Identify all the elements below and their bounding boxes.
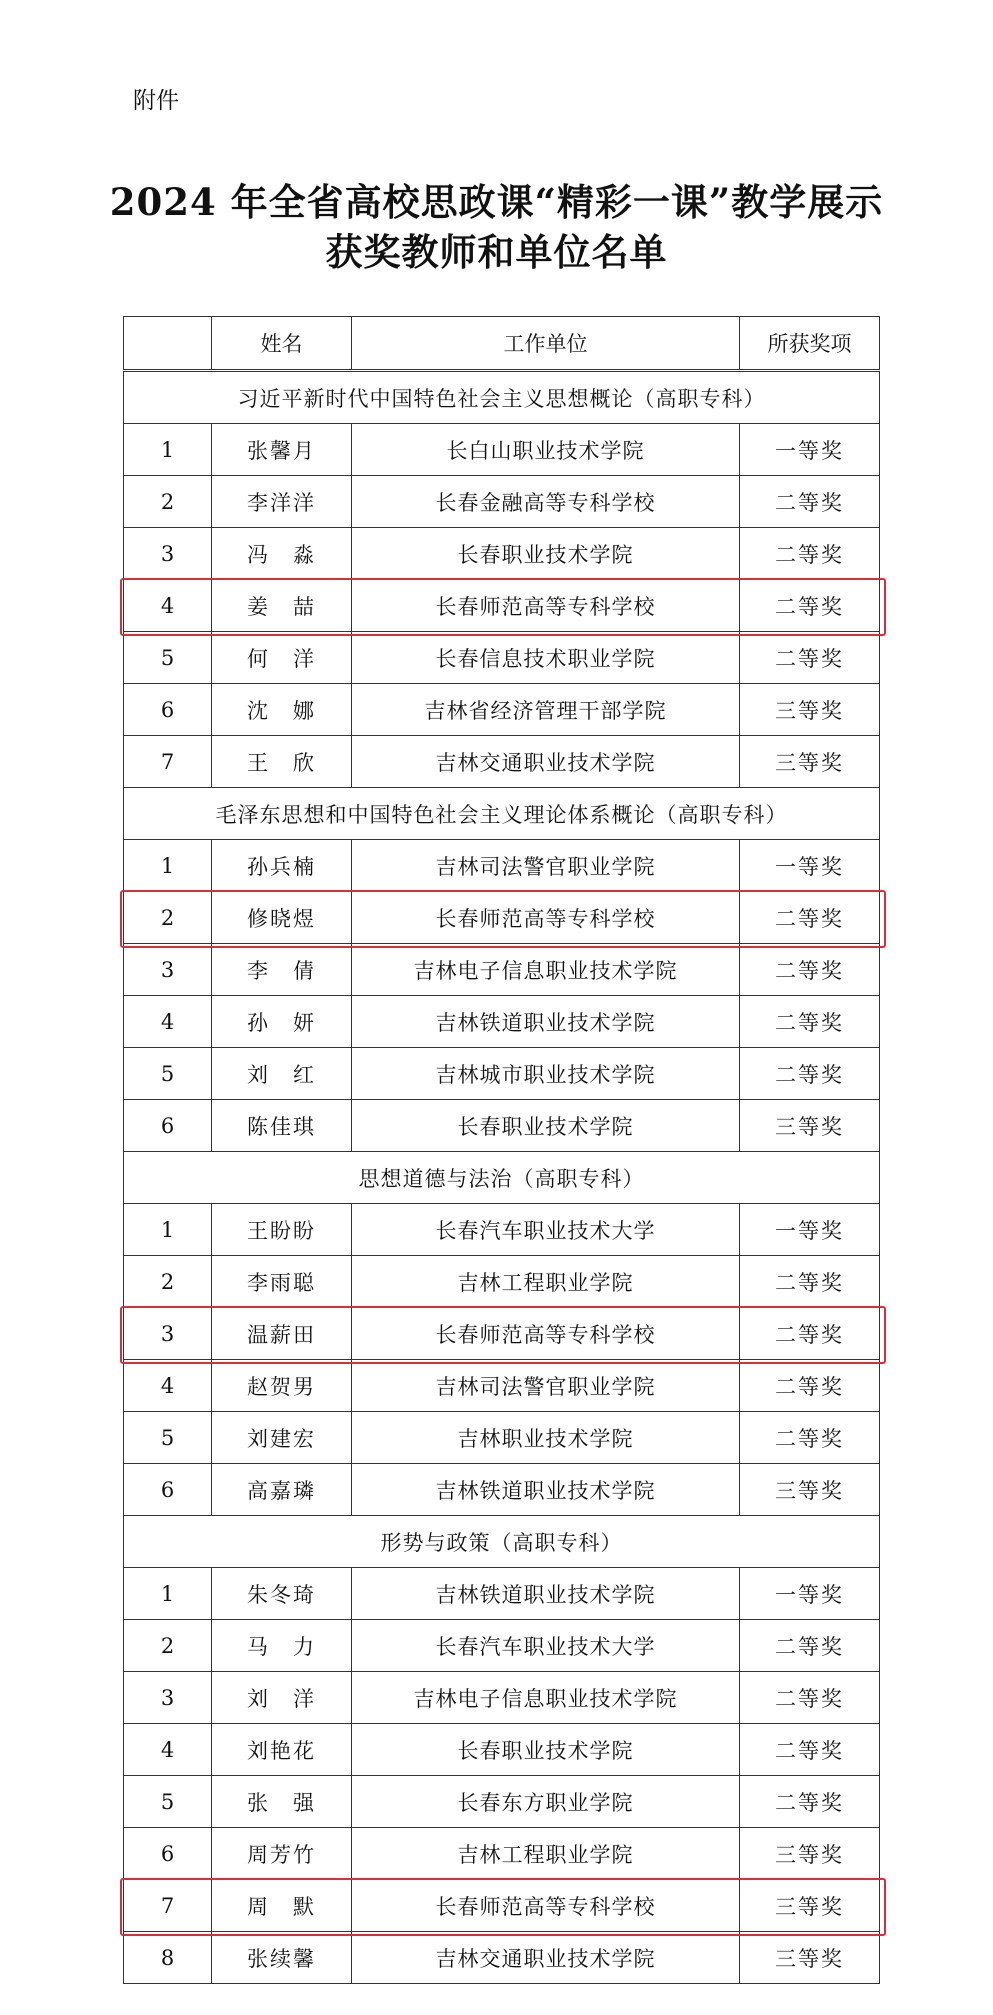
- table-row: [124, 1204, 880, 1256]
- teacher-name: 冯 淼: [212, 528, 352, 580]
- row-number: 7: [124, 736, 212, 788]
- award-table: [123, 316, 880, 1984]
- table-header-row: [124, 317, 880, 371]
- row-number: 6: [124, 684, 212, 736]
- award-level: 二等奖: [740, 1256, 880, 1308]
- table-row: [124, 944, 880, 996]
- work-unit: 长春汽车职业技术大学: [352, 1620, 740, 1672]
- row-number: 6: [124, 1100, 212, 1152]
- work-unit: 长春职业技术学院: [352, 1100, 740, 1152]
- award-level: 二等奖: [740, 996, 880, 1048]
- teacher-name: 刘 洋: [212, 1672, 352, 1724]
- teacher-name: 何 洋: [212, 632, 352, 684]
- award-level: 三等奖: [740, 1880, 880, 1932]
- work-unit: 长春金融高等专科学校: [352, 476, 740, 528]
- award-level: 三等奖: [740, 1828, 880, 1880]
- row-number: 5: [124, 1048, 212, 1100]
- category-row: [124, 1152, 880, 1204]
- award-level: 二等奖: [740, 476, 880, 528]
- teacher-name: 高嘉璘: [212, 1464, 352, 1516]
- row-number: 3: [124, 1308, 212, 1360]
- work-unit: 吉林铁道职业技术学院: [352, 1568, 740, 1620]
- page-title-line-1: 2024 年全省高校思政课“精彩一课”教学展示: [109, 180, 884, 224]
- row-number: 3: [124, 944, 212, 996]
- category-row: [124, 1516, 880, 1568]
- work-unit: 吉林司法警官职业学院: [352, 840, 740, 892]
- teacher-name: 张续馨: [212, 1932, 352, 1984]
- award-level: 二等奖: [740, 632, 880, 684]
- row-number: 8: [124, 1932, 212, 1984]
- award-level: 一等奖: [740, 1204, 880, 1256]
- teacher-name: 孙 妍: [212, 996, 352, 1048]
- table-row: [124, 1724, 880, 1776]
- work-unit: 长春汽车职业技术大学: [352, 1204, 740, 1256]
- table-row-highlighted: [124, 892, 880, 944]
- work-unit: 长春职业技术学院: [352, 528, 740, 580]
- category-row: [124, 371, 880, 424]
- teacher-name: 周 默: [212, 1880, 352, 1932]
- work-unit: 吉林城市职业技术学院: [352, 1048, 740, 1100]
- table-row: [124, 1100, 880, 1152]
- work-unit: 长白山职业技术学院: [352, 424, 740, 476]
- table-row: [124, 1464, 880, 1516]
- award-level: 二等奖: [740, 944, 880, 996]
- row-number: 5: [124, 632, 212, 684]
- award-level: 二等奖: [740, 528, 880, 580]
- row-number: 4: [124, 1724, 212, 1776]
- table-row: [124, 736, 880, 788]
- work-unit: 吉林省经济管理干部学院: [352, 684, 740, 736]
- category-title: 形势与政策（高职专科）: [124, 1516, 880, 1568]
- table-row: [124, 528, 880, 580]
- row-number: 6: [124, 1828, 212, 1880]
- teacher-name: 修晓煜: [212, 892, 352, 944]
- work-unit: 吉林交通职业技术学院: [352, 1932, 740, 1984]
- teacher-name: 姜 喆: [212, 580, 352, 632]
- award-level: 二等奖: [740, 892, 880, 944]
- award-level: 三等奖: [740, 1932, 880, 1984]
- category-title: 思想道德与法治（高职专科）: [124, 1152, 880, 1204]
- award-level: 二等奖: [740, 1412, 880, 1464]
- teacher-name: 李雨聪: [212, 1256, 352, 1308]
- header-number: [124, 317, 212, 371]
- award-level: 二等奖: [740, 1360, 880, 1412]
- header-award: 所获奖项: [740, 317, 880, 371]
- table-row: [124, 424, 880, 476]
- table-row: [124, 476, 880, 528]
- teacher-name: 孙兵楠: [212, 840, 352, 892]
- award-level: 一等奖: [740, 1568, 880, 1620]
- row-number: 4: [124, 580, 212, 632]
- row-number: 1: [124, 840, 212, 892]
- teacher-name: 王 欣: [212, 736, 352, 788]
- row-number: 5: [124, 1776, 212, 1828]
- category-row: [124, 788, 880, 840]
- work-unit: 长春信息技术职业学院: [352, 632, 740, 684]
- work-unit: 长春师范高等专科学校: [352, 580, 740, 632]
- table-row: [124, 1776, 880, 1828]
- table-row: [124, 684, 880, 736]
- row-number: 5: [124, 1412, 212, 1464]
- teacher-name: 赵贺男: [212, 1360, 352, 1412]
- teacher-name: 张 强: [212, 1776, 352, 1828]
- table-row: [124, 1620, 880, 1672]
- row-number: 2: [124, 1256, 212, 1308]
- award-level: 二等奖: [740, 1308, 880, 1360]
- teacher-name: 李洋洋: [212, 476, 352, 528]
- row-number: 3: [124, 528, 212, 580]
- teacher-name: 沈 娜: [212, 684, 352, 736]
- table-row: [124, 1412, 880, 1464]
- row-number: 1: [124, 1568, 212, 1620]
- work-unit: 吉林铁道职业技术学院: [352, 1464, 740, 1516]
- work-unit: 长春师范高等专科学校: [352, 892, 740, 944]
- award-level: 三等奖: [740, 1464, 880, 1516]
- table-row: [124, 632, 880, 684]
- teacher-name: 张馨月: [212, 424, 352, 476]
- award-level: 二等奖: [740, 580, 880, 632]
- award-level: 二等奖: [740, 1048, 880, 1100]
- award-level: 一等奖: [740, 424, 880, 476]
- work-unit: 长春师范高等专科学校: [352, 1308, 740, 1360]
- row-number: 3: [124, 1672, 212, 1724]
- row-number: 4: [124, 996, 212, 1048]
- work-unit: 吉林电子信息职业技术学院: [352, 1672, 740, 1724]
- work-unit: 吉林职业技术学院: [352, 1412, 740, 1464]
- work-unit: 吉林铁道职业技术学院: [352, 996, 740, 1048]
- table-row-highlighted: [124, 1308, 880, 1360]
- table-row-highlighted: [124, 1880, 880, 1932]
- teacher-name: 朱冬琦: [212, 1568, 352, 1620]
- category-title: 习近平新时代中国特色社会主义思想概论（高职专科）: [124, 371, 880, 424]
- row-number: 2: [124, 476, 212, 528]
- table-row: [124, 840, 880, 892]
- award-level: 三等奖: [740, 736, 880, 788]
- work-unit: 吉林工程职业学院: [352, 1828, 740, 1880]
- page-title-line-2: 获奖教师和单位名单: [325, 230, 668, 274]
- work-unit: 吉林工程职业学院: [352, 1256, 740, 1308]
- attachment-label: 附件: [133, 88, 179, 114]
- table-row: [124, 1256, 880, 1308]
- work-unit: 长春师范高等专科学校: [352, 1880, 740, 1932]
- teacher-name: 刘建宏: [212, 1412, 352, 1464]
- award-level: 三等奖: [740, 1100, 880, 1152]
- teacher-name: 王盼盼: [212, 1204, 352, 1256]
- row-number: 7: [124, 1880, 212, 1932]
- award-level: 二等奖: [740, 1776, 880, 1828]
- award-level: 三等奖: [740, 684, 880, 736]
- table-row: [124, 1360, 880, 1412]
- teacher-name: 陈佳琪: [212, 1100, 352, 1152]
- row-number: 2: [124, 892, 212, 944]
- table-row: [124, 996, 880, 1048]
- award-level: 二等奖: [740, 1672, 880, 1724]
- teacher-name: 刘 红: [212, 1048, 352, 1100]
- header-unit: 工作单位: [352, 317, 740, 371]
- table-row: [124, 1568, 880, 1620]
- work-unit: 长春职业技术学院: [352, 1724, 740, 1776]
- row-number: 4: [124, 1360, 212, 1412]
- table-row: [124, 1048, 880, 1100]
- row-number: 6: [124, 1464, 212, 1516]
- table-row: [124, 1932, 880, 1984]
- award-level: 二等奖: [740, 1724, 880, 1776]
- header-name: 姓名: [212, 317, 352, 371]
- teacher-name: 马 力: [212, 1620, 352, 1672]
- work-unit: 吉林交通职业技术学院: [352, 736, 740, 788]
- row-number: 1: [124, 1204, 212, 1256]
- teacher-name: 李 倩: [212, 944, 352, 996]
- teacher-name: 温薪田: [212, 1308, 352, 1360]
- table-row-highlighted: [124, 580, 880, 632]
- work-unit: 吉林电子信息职业技术学院: [352, 944, 740, 996]
- row-number: 2: [124, 1620, 212, 1672]
- work-unit: 吉林司法警官职业学院: [352, 1360, 740, 1412]
- award-level: 二等奖: [740, 1620, 880, 1672]
- award-level: 一等奖: [740, 840, 880, 892]
- teacher-name: 周芳竹: [212, 1828, 352, 1880]
- teacher-name: 刘艳花: [212, 1724, 352, 1776]
- category-title: 毛泽东思想和中国特色社会主义理论体系概论（高职专科）: [124, 788, 880, 840]
- table-row: [124, 1672, 880, 1724]
- row-number: 1: [124, 424, 212, 476]
- table-row: [124, 1828, 880, 1880]
- work-unit: 长春东方职业学院: [352, 1776, 740, 1828]
